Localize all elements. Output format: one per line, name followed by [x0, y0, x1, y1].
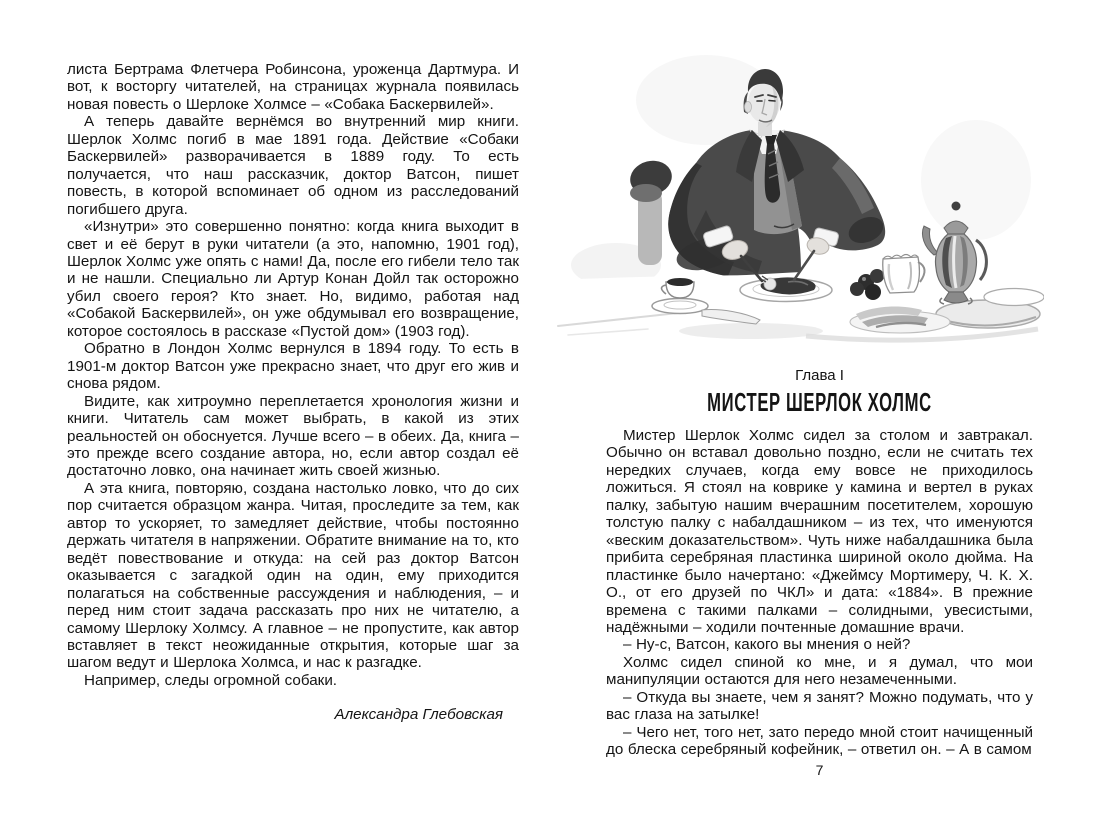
- chapter-title: [606, 386, 1033, 418]
- left-page-text-column: [67, 61, 519, 723]
- paragraph: Холмс сидел спиной ко мне, и я думал, что мои манипуляции остаются для него незамеченными.: [606, 653, 1033, 689]
- holmes-breakfast-illustration-svg: [556, 30, 1044, 352]
- chapter-label: Глава I: [795, 367, 844, 384]
- author-signature: Александра Глебовская: [334, 706, 503, 724]
- paragraph: – Ну-с, Ватсон, какого вы мнения о ней?: [623, 636, 911, 654]
- chapter-title-text: МИСТЕР ШЕРЛОК ХОЛМС: [707, 387, 932, 417]
- page-number: 7: [815, 762, 824, 778]
- paragraph: – Чего нет, того нет, зато передо мной стоит начищенный до блеска серебряный кофейник, – ответил он. – А в самом: [606, 723, 1033, 759]
- paragraph: «Изнутри» это совершенно понятно: когда книга выходит в свет и её берут в руки читатели (а это, напомню, 1901 год), Шерлок Холмс уже опять с нами! Да, после его гибели тело так и не нашли. Специально ли Артур Конан Дойл так осторожно убил своего героя? Кто знает. Но, видимо, работая над «Собакой Баскервилей», он уже обдумывал его возвращение, которое состоялось в рассказе «Пустой дом» (1903 год).: [67, 218, 519, 340]
- paragraph: Мистер Шерлок Холмс сидел за столом и завтракал. Обычно он вставал довольно поздно, если не считать тех нередких случаев, когда ему вовсе не приходилось ложиться. Я стоял на коврике у камина и вертел в руках палку, забытую нашим вчерашним посетителем, хорошую толстую палку с набалдашником – из тех, что именуются «веским доказательством». Чуть ниже набалдашника была прибита серебряная пластинка шириной около дюйма. На пластинке было начертано: «Джеймсу Мортимеру, Ч. К. Х. О., от его друзей по ЧКЛ» и дата: «1884». В прежние времена с такими палками – солидными, увесистыми, надёжными – ходили почтенные домашние врачи.: [606, 427, 1033, 636]
- paragraph: Обратно в Лондон Холмс вернулся в 1894 году. То есть в 1901-м доктор Ватсон уже прекрасно знает, что друг его жив и снова рядом.: [67, 340, 519, 393]
- paragraph: – Откуда вы знаете, чем я занят? Можно подумать, что у вас глаза на затылке!: [606, 688, 1033, 724]
- paragraph: листа Бертрама Флетчера Робинсона, уроженца Дартмура. И вот, к восторгу читателей, на страницах журнала появилась новая повесть о Шерлоке Холмсе – «Собака Баскервилей».: [67, 61, 519, 113]
- chapter-illustration: [556, 30, 1044, 352]
- paragraph: Например, следы огромной собаки.: [84, 671, 338, 689]
- paragraph: Видите, как хитроумно переплетается хронология жизни и книги. Читатель сам может выбрать, в какой из этих реальностей он обоснуется. Лучше всего – в обеих. Да, книга – это прежде всего создание автора, но, если автор создал её достаточно ловко, она начинает жить своей жизнью.: [67, 392, 519, 480]
- paragraph: А теперь давайте вернёмся во внутренний мир книги. Шерлок Холмс погиб в мае 1891 года. Действие «Собаки Баскервилей» разворачивается в 1889 году. То есть получается, что наш рассказчик, доктор Ватсон, пишет повесть, в которой вспоминает об одном из расследований погибшего друга.: [67, 113, 519, 218]
- right-page-text-column: [606, 427, 1033, 759]
- paragraph: А эта книга, повторяю, создана настолько ловко, что до сих пор считается образцом жанра. Читая, проследите за тем, как автор то ускоряет, то замедляет действие, чтобы постоянно держать читателя в напряжении. Обратите внимание на то, кто ведёт повествование и откуда: на сей раз доктор Ватсон оказывается с загадкой один на один, ему приходится полагаться на собственные рассуждения и наблюдения, – и перед ним стоит задача рассказать про них не читателю, а самому Шерлоку Холмсу. А главное – не пропустите, как автор вставляет в текст неожиданные открытия, которые шаг за шагом ведут и Шерлока Холмса, и нас к разгадке.: [67, 479, 519, 672]
